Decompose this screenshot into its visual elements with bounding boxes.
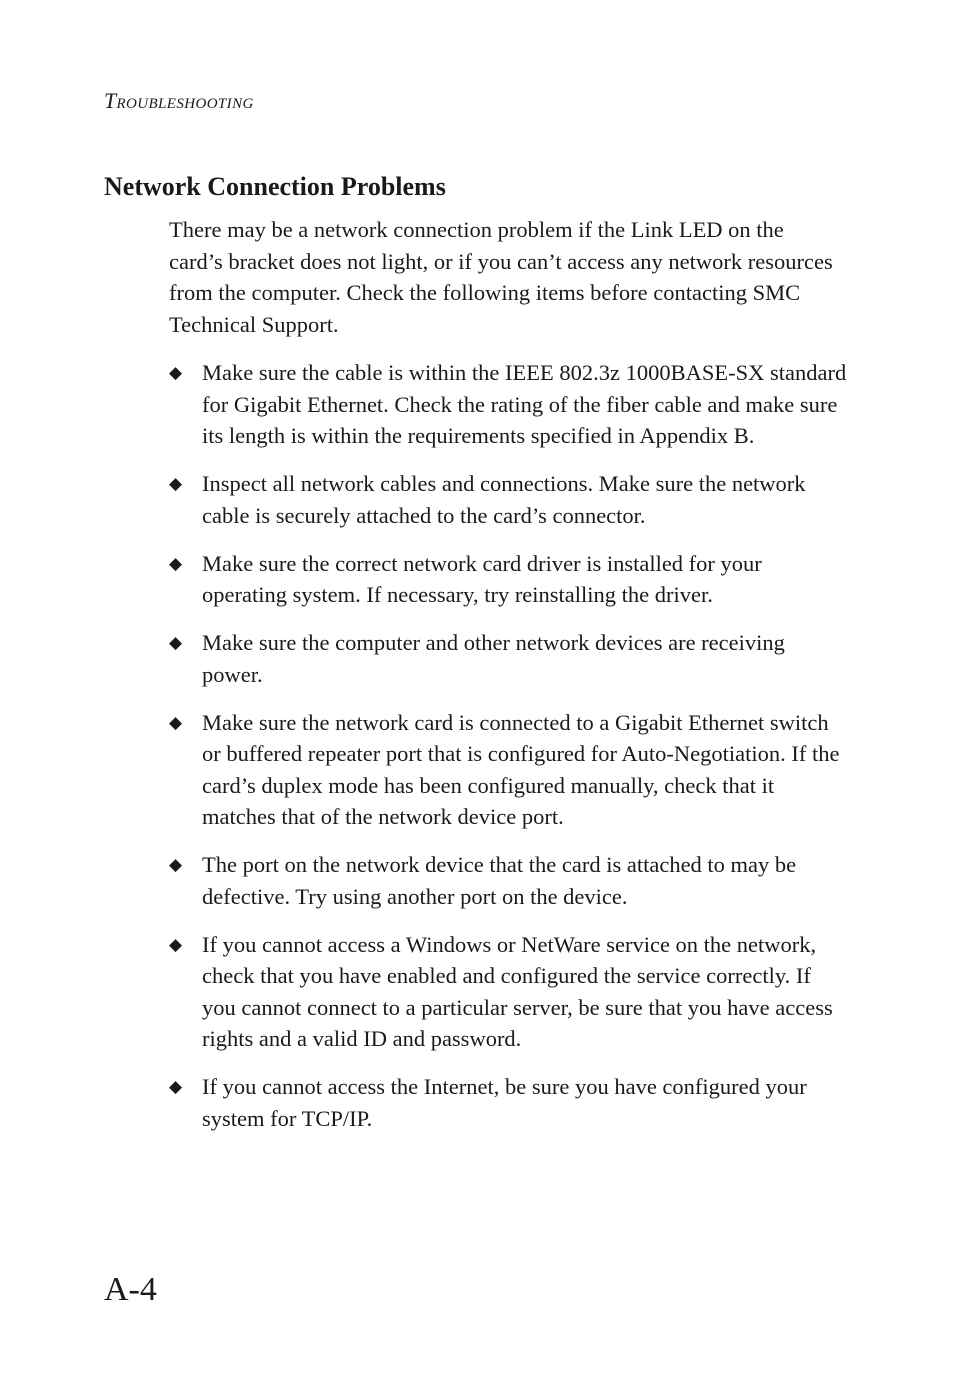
diamond-bullet-icon: ◆ <box>169 934 183 954</box>
diamond-bullet-icon: ◆ <box>169 633 183 652</box>
section-title: Network Connection Problems <box>104 172 446 201</box>
list-item-text: If you cannot access the Internet, be sure you have configured your system for TCP/IP. <box>202 1074 807 1131</box>
intro-paragraph: There may be a network connection problem if the Link LED on the card’s bracket does not light, or if you can’t access any network resources from the computer. Check the following items before contacting SMC Technical Support. <box>169 217 833 337</box>
list-item <box>169 929 849 1055</box>
diamond-bullet-icon: ◆ <box>169 474 183 493</box>
list-item <box>169 548 849 611</box>
list-item <box>169 1071 849 1134</box>
list-item-text: If you cannot access a Windows or NetWare service on the network, check that you have enabled and configured the service correctly. If you cannot connect to a particular server, be sure that you have access rights and a valid ID and password. <box>202 931 833 1051</box>
list-item <box>169 468 849 531</box>
list-item-text: Make sure the correct network card driver is installed for your operating system. If necessary, try reinstalling the driver. <box>202 550 762 607</box>
running-head-rest: ROUBLESHOOTING <box>116 96 254 112</box>
list-item-text: Inspect all network cables and connections. Make sure the network cable is securely attached to the card’s connector. <box>202 471 806 528</box>
running-head-initial: T <box>104 88 117 113</box>
list-item <box>169 627 849 690</box>
diamond-bullet-icon: ◆ <box>169 1077 183 1096</box>
list-item <box>169 707 849 833</box>
diamond-bullet-icon: ◆ <box>169 553 183 573</box>
list-item <box>169 357 849 452</box>
page-number: A-4 <box>104 1271 157 1308</box>
list-item <box>169 849 849 912</box>
diamond-bullet-icon: ◆ <box>169 855 183 874</box>
diamond-bullet-icon: ◆ <box>169 363 183 382</box>
list-item-text: The port on the network device that the card is attached to may be defective. Try using another port on the device. <box>202 852 797 909</box>
checklist <box>169 357 849 1151</box>
running-head <box>104 88 254 114</box>
list-item-text: Make sure the cable is within the IEEE 802.3z 1000BASE-SX standard for Gigabit Ethernet. Check the rating of the fiber cable and make sure its length is within the requirements specified in Appendix B. <box>202 360 847 448</box>
list-item-text: Make sure the network card is connected to a Gigabit Ethernet switch or buffered repeater port that is configured for Auto-Negotiation. If the card’s duplex mode has been configured manually, check that it matches that of the network device port. <box>202 709 840 829</box>
diamond-bullet-icon: ◆ <box>169 712 183 732</box>
list-item-text: Make sure the computer and other network devices are receiving power. <box>202 630 785 687</box>
